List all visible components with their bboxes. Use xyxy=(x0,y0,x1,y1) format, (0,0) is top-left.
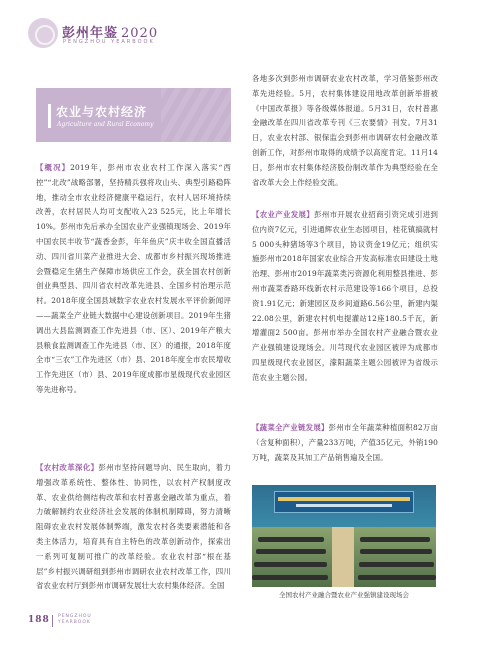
photo-stage-screen xyxy=(274,491,414,513)
photo-audience-row xyxy=(254,562,327,567)
photo-aisle xyxy=(332,527,354,587)
running-header xyxy=(28,16,188,52)
conference-photo xyxy=(252,485,436,587)
yearbook-year: 2020 xyxy=(121,26,159,41)
industry-text: 彭州市开展农业招商引资完成引进到位内资7亿元，引进通辉农业生态园项目，桂花镇搞就村5 000头种猪场等3个项目，协议资金19亿元；组织实施彭州市2018年国家农业综合开发高标准农田建设土地治理、彭州市2019年蔬菜类污资源化利用整县推进、彭州市蔬菜香路环线新农村示范建设等166个项目，总投资1.91亿元；新建园区及乡间道路6.56公里，新建内渠22.08公里，新建农村机电提灌站12座180.5千瓦，新增灌面2 500亩。彭州市举办全国农村产业融合暨农业产业强镇建设现场会。川芎现代农业园区被评为成都市四星级现代农业园区，濛阳蔬菜主题公园被评为省级示范农业主题公园。 xyxy=(252,210,439,382)
banner-accent-bar xyxy=(48,104,51,128)
section-subtitle: Agriculture and Rural Economy xyxy=(57,121,154,128)
overview-paragraph xyxy=(36,161,231,398)
reform-lead: 【农村改革深化】 xyxy=(36,463,99,472)
photo-caption: 全国农村产业融合暨农业产业强镇建设现场会 xyxy=(279,591,409,599)
industry-paragraph xyxy=(252,208,438,386)
reform-paragraph xyxy=(36,461,231,594)
industry-lead: 【农业产业发展】 xyxy=(252,210,315,219)
photo-audience-row xyxy=(360,549,432,554)
photo-audience-row xyxy=(359,562,434,567)
overview-text: 2019年，彭州市农业农村工作深入落实“西控”“北改”战略部署，坚持精兵强将攻山头、典型引路稳阵地，推动全市农业经济健康平稳运行，农村人居环境持续改善，农村居民人均可支配收入23 525元，比上年增长10%。彭州市先后承办全国农业产业强镇现场会、2019年中国农民丰收节“蔬香金彭，年年鱼庆”庆丰收全国直播活动、四川省川菜产业推进大会、成都市乡村振兴现场推进会暨稳定生猪生产保障市场供应工作会，获全国农村创新创业典型县、四川省农村改革先进县、全国乡村治理示范村。2018年度全国县域数字农业农村发展水平评价新闻评——蔬菜全产业链大数据中心建设创新项目。2019年生猪调出大县监测调查工作先进县（市、区）、2019年产粮大县粮食监测调查工作先进县（市、区）的通报，2018年度全市“三农”工作先进区（市）县、2018年度全市农民增收工作先进区（市）县、2019年度成都市星级现代农业园区等先进称号。 xyxy=(36,163,231,394)
photo-screen-subbanner xyxy=(296,504,392,507)
footer-yearbook-line1: PENGZHOU xyxy=(58,614,92,619)
photo-screen-banner xyxy=(278,497,410,501)
yearbook-subtitle: PENGZHOU YEARBOOK xyxy=(63,39,155,45)
page-footer xyxy=(28,612,228,632)
footer-yearbook-mark xyxy=(58,614,92,626)
photo-audience-row xyxy=(256,549,326,554)
photo-audience-row xyxy=(252,575,328,580)
page-number: 188 xyxy=(28,615,50,625)
section-title: 农业与农村经济 xyxy=(56,105,148,119)
footer-divider xyxy=(52,615,53,627)
vegetable-text: 彭州市全年蔬菜种植面积82万亩（含复种面积），产量233万吨，产值35亿元，外销190万吨，蔬菜及其加工产品销售遍及全国。 xyxy=(252,423,438,462)
yearbook-name: 彭州年鉴 xyxy=(62,26,119,41)
overview-lead: 【概况】 xyxy=(36,163,71,172)
reform-text: 彭州市坚持问题导向、民生取向，着力增强改革系统性、整体性、协同性，以农村产权制度改革、农业供给侧结构改革和农村普惠金融改革为重点，着力破解制约农业经济社会发展的体制机制障碍，努力清晰阻碍农业农村发展体制弊端，激发农村各类要素潜能和各类主体活力，培育具有自主特色的改革创新动作，探索出一系列可复制可推广的改革经验。农业农村部“根在基层”乡村振兴调研组到彭州市调研农业农村改革工作，四川省农业农村厅到彭州市调研发展壮大农村集体经济。全国 xyxy=(36,463,231,591)
yearbook-seal-icon xyxy=(28,18,58,48)
footer-yearbook-line2: YEARBOOK xyxy=(58,620,91,625)
photo-audience-row xyxy=(358,575,436,580)
reform-continued-paragraph xyxy=(252,72,438,190)
photo-audience-row xyxy=(258,537,324,542)
vegetable-paragraph xyxy=(252,421,438,465)
reform-continued-text: 各地多次到彭州市调研农业农村改革，学习借鉴彭州改革先进经验。5月，农村集体建设用地改革创新举措被《中国改革报》等各级媒体报道。5月31日，农村普惠金融改革在四川省改革专刊《三农要情》刊发。7月31日，农业农村部、银保监会到彭州市调研农村金融改革创新工作，对彭州市取得的成绩予以高度肯定。11月14日，彭州市农村集体经济股份制改革作为典型经验在全省改革大会上作经验交流。 xyxy=(252,74,438,187)
photo-audience-row xyxy=(360,537,430,542)
vegetable-lead: 【蔬菜全产业链发展】 xyxy=(252,423,329,432)
section-banner xyxy=(36,88,231,142)
